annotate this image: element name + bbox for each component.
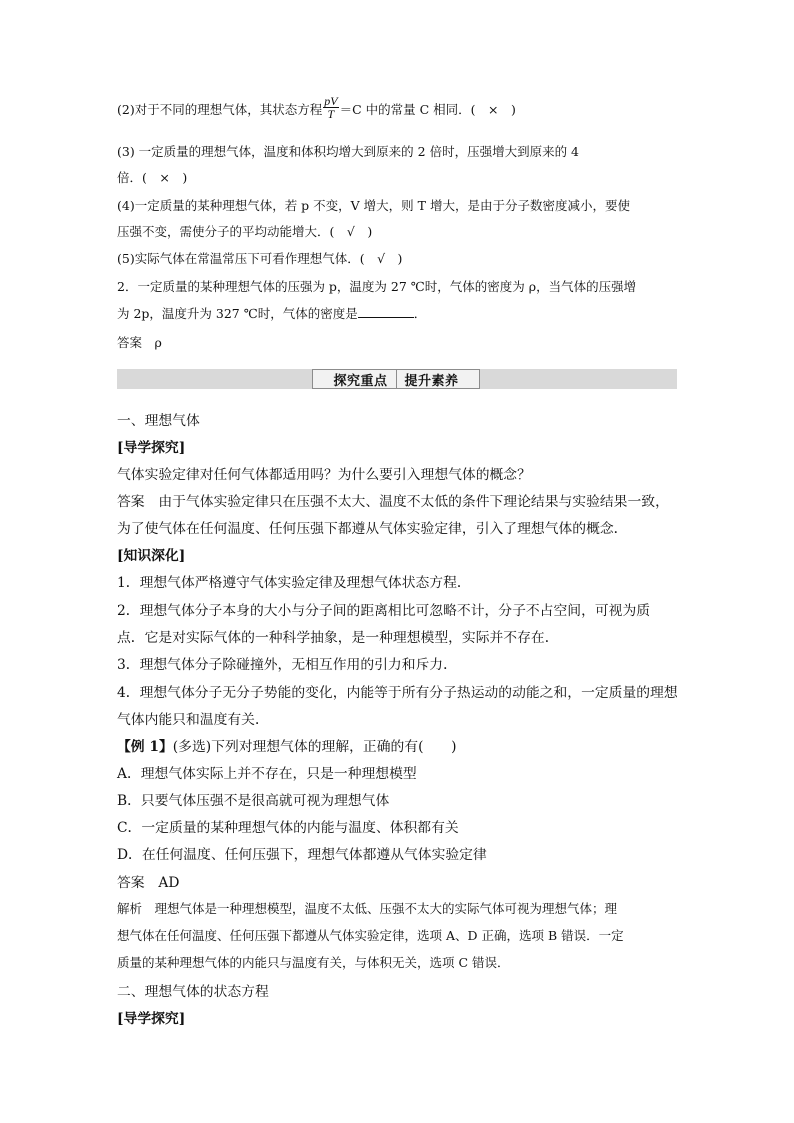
example-answer: 答案 AD (117, 875, 180, 891)
knowledge-point-1: 1．理想气体严格遵守气体实验定律及理想气体状态方程． (117, 575, 471, 591)
judgment-item-3-line1: (3) 一定质量的理想气体，温度和体积均增大到原来的 2 倍时，压强增大到原来的 4 (117, 144, 580, 159)
example-text: (多选)下列对理想气体的理解，正确的有( ) (172, 739, 457, 755)
answer-blank (358, 305, 414, 318)
example-1-stem (117, 735, 456, 755)
knowledge-point-2-line2: 点．它是对实际气体的一种科学抽象，是一种理想模型，实际并不存在． (117, 630, 559, 646)
section-2-title: 二、理想气体的状态方程 (117, 984, 269, 1000)
knowledge-point-2-line1: 2．理想气体分子本身的大小与分子间的距离相比可忽略不计，分子不占空间，可视为质 (117, 603, 651, 619)
item-text: (2)对于不同的理想气体，其状态方程 (117, 102, 323, 117)
banner-divider (396, 369, 397, 389)
fraction-denominator: T (327, 107, 335, 121)
item-text-suffix: ＝C 中的常量 C 相同．( × ) (339, 102, 516, 117)
guide-explore-tag: [导学探究] (117, 440, 186, 456)
judgment-item-5: (5)实际气体在常温常压下可看作理想气体．( √ ) (117, 251, 403, 266)
problem-2-answer: 答案 ρ (117, 335, 162, 350)
guide-answer-line1: 答案 由于气体实验定律只在压强不太大、温度不太低的条件下理论结果与实验结果一致， (117, 494, 669, 510)
banner-right-label: 提升素养 (404, 373, 459, 389)
judgment-item-3-line2: 倍．( × ) (117, 170, 188, 185)
problem-2-text: 为 2p，温度升为 327 ℃时，气体的密度是 (117, 306, 358, 321)
judgment-item-2 (117, 94, 516, 123)
section-1-title: 一、理想气体 (117, 413, 200, 429)
judgment-item-4-line2: 压强不变，需使分子的平均动能增大．( √ ) (117, 224, 373, 239)
knowledge-deepen-tag: [知识深化] (117, 548, 186, 564)
guide-answer-line2: 为了使气体在任何温度、任何压强下都遵从气体实验定律，引入了理想气体的概念． (117, 521, 628, 537)
option-b: B．只要气体压强不是很高就可视为理想气体 (117, 793, 390, 809)
pv-over-t-fraction (323, 95, 338, 120)
fraction-numerator: pV (324, 94, 338, 108)
analysis-line1: 解析 理想气体是一种理想模型，温度不太低、压强不太大的实际气体可视为理想气体；理 (117, 901, 618, 916)
option-a: A．理想气体实际上并不存在，只是一种理想模型 (117, 766, 417, 782)
problem-2-line1: 2．一定质量的某种理想气体的压强为 p，温度为 27 ℃时，气体的密度为 ρ，当气体的压强增 (117, 279, 637, 294)
option-c: C．一定质量的某种理想气体的内能与温度、体积都有关 (117, 820, 459, 836)
knowledge-point-4-line1: 4．理想气体分子无分子势能的变化，内能等于所有分子热运动的动能之和，一定质量的理想 (117, 685, 678, 701)
analysis-line3: 质量的某种理想气体的内能只与温度有关，与体积无关，选项 C 错误． (117, 955, 510, 970)
judgment-item-4-line1: (4)一定质量的某种理想气体，若 p 不变，V 增大，则 T 增大，是由于分子数密度减小，要使 (117, 198, 630, 213)
knowledge-point-4-line2: 气体内能只和温度有关． (117, 712, 269, 728)
option-d: D．在任何温度、任何压强下，理想气体都遵从气体实验定律 (117, 847, 487, 863)
section-banner (312, 369, 480, 389)
problem-2-line2 (117, 304, 426, 322)
example-tag: 【例 1】 (117, 739, 173, 755)
analysis-line2: 想气体在任何温度、任何压强下都遵从气体实验定律，选项 A、D 正确，选项 B 错误．一定 (117, 928, 624, 943)
banner-left-label: 探究重点 (333, 373, 388, 389)
guide-question: 气体实验定律对任何气体都适用吗？为什么要引入理想气体的概念？ (117, 467, 531, 483)
knowledge-point-3: 3．理想气体分子除碰撞外，无相互作用的引力和斥力． (117, 657, 457, 673)
problem-2-end: ． (413, 306, 427, 321)
section-2-guide-tag: [导学探究] (117, 1011, 186, 1027)
